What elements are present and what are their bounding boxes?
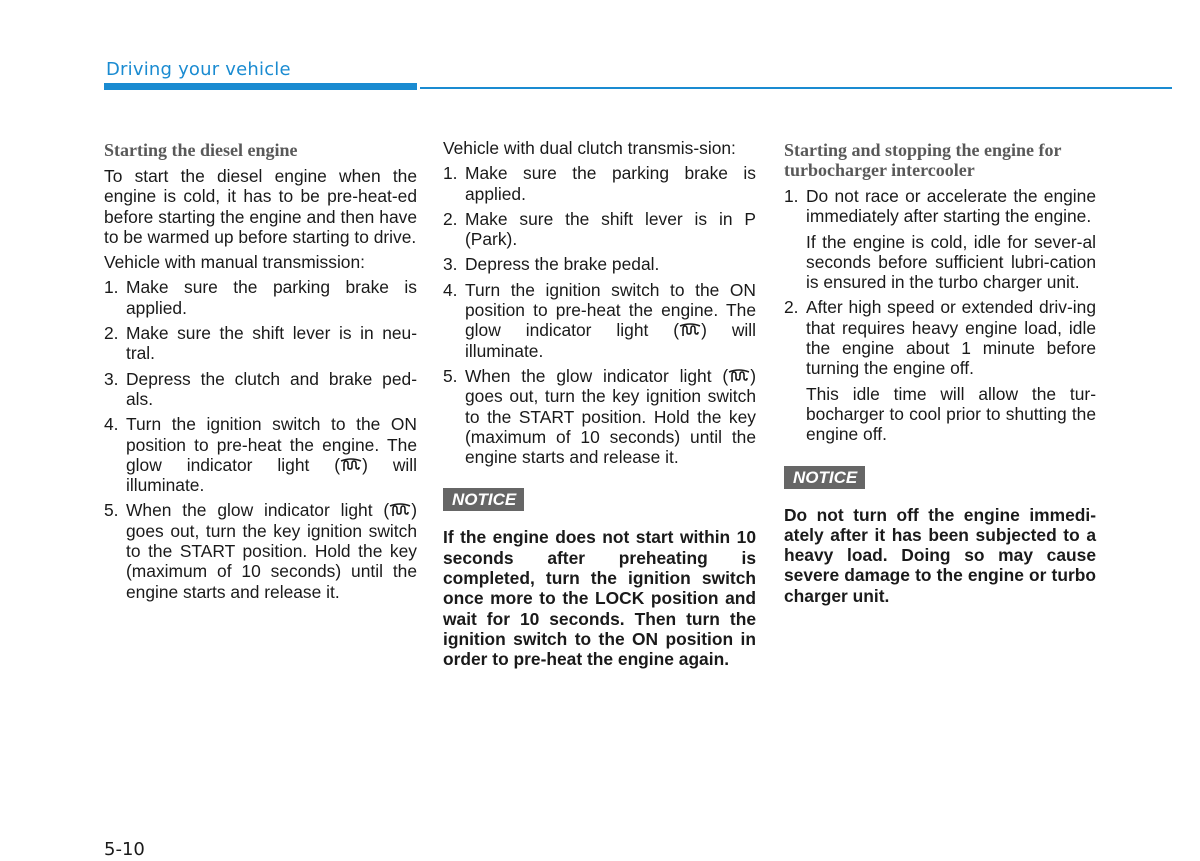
glow-plug-indicator-icon xyxy=(389,503,411,517)
item-text-cont: ) will illuminate. xyxy=(465,320,756,361)
item-number: 2. xyxy=(104,323,119,344)
item-number: 3. xyxy=(104,368,119,389)
item-number: 3. xyxy=(443,254,458,275)
list-item xyxy=(104,323,417,364)
glow-plug-indicator-icon xyxy=(728,369,750,383)
item-number: 5. xyxy=(104,500,119,521)
column-3 xyxy=(784,138,1096,606)
item-number: 2. xyxy=(784,297,799,318)
list-item xyxy=(784,297,1096,378)
item-number: 2. xyxy=(443,208,458,229)
list-item xyxy=(443,280,756,361)
notice-badge: NOTICE xyxy=(443,488,524,511)
page-number: 5-10 xyxy=(104,839,145,860)
item-text: When the glow indicator light ( xyxy=(465,365,729,386)
glow-plug-indicator-icon xyxy=(340,458,362,472)
item-text: Depress the clutch and brake ped-als. xyxy=(126,368,417,409)
list-item xyxy=(443,254,756,274)
item-text: Turn the ignition switch to the ON position to pre-heat the engine. The glow indicator light ( xyxy=(465,279,756,341)
item-text: When the glow indicator light ( xyxy=(126,500,390,521)
list-item xyxy=(104,500,417,601)
section-title: Driving your vehicle xyxy=(106,59,291,80)
item-text: Make sure the shift lever is in neu-tral. xyxy=(126,323,417,364)
item-text: Depress the brake pedal. xyxy=(465,254,660,275)
list-item-note: This idle time will allow the tur-bocharger to cool prior to shutting the engine off. xyxy=(806,383,1096,445)
list-item xyxy=(443,366,756,467)
item-number: 1. xyxy=(443,163,458,184)
manual-transmission-label: Vehicle with manual transmission: xyxy=(104,252,365,273)
item-text: Make sure the parking brake is applied. xyxy=(126,277,417,318)
item-number: 5. xyxy=(443,365,458,386)
list-item xyxy=(443,163,756,204)
item-number: 4. xyxy=(104,414,119,435)
list-item xyxy=(104,369,417,410)
notice-text: Do not turn off the engine immedi-ately after it has been subjected to a heavy load. Doing so may cause severe damage to the engine or turbo charger unit. xyxy=(784,504,1096,606)
item-text: Turn the ignition switch to the ON position to pre-heat the engine. The glow indicator light ( xyxy=(126,414,417,475)
list-item xyxy=(104,277,417,318)
item-text: Make sure the shift lever is in P (Park). xyxy=(465,208,756,250)
dct-label: Vehicle with dual clutch transmis-sion: xyxy=(443,138,736,158)
list-item xyxy=(104,414,417,495)
heading-turbocharger: Starting and stopping the engine for turbocharger intercooler xyxy=(784,140,1062,180)
item-text-cont: ) will illuminate. xyxy=(126,454,417,496)
list-item xyxy=(443,209,756,250)
list-item-note: If the engine is cold, idle for sever-al seconds before sufficient lubri-cation is ensured in the turbo charger unit. xyxy=(806,231,1096,293)
item-text: After high speed or extended driv-ing that requires heavy engine load, idle the engine about 1 minute before turning the engine off. xyxy=(806,297,1096,379)
item-text: Make sure the parking brake is applied. xyxy=(465,163,756,204)
item-text-cont: ) goes out, turn the key ignition switch to the START position. Hold the key (maximum of 10 seconds) until the engine starts and release it. xyxy=(465,365,756,468)
notice-badge: NOTICE xyxy=(784,466,865,489)
heading-diesel-engine: Starting the diesel engine xyxy=(104,140,298,160)
intro-paragraph: To start the diesel engine when the engine is cold, it has to be pre-heat-ed before starting the engine and then have to be warmed up before starting to drive. xyxy=(104,166,417,247)
glow-plug-indicator-icon xyxy=(679,323,701,337)
header-rule xyxy=(420,87,1172,89)
item-text-cont: ) goes out, turn the key ignition switch to the START position. Hold the key (maximum of 10 seconds) until the engine starts and release it. xyxy=(126,500,417,602)
item-number: 1. xyxy=(104,277,119,298)
item-number: 1. xyxy=(784,186,799,206)
notice-text: If the engine does not start within 10 seconds after preheating is completed, turn the ignition switch once more to the LOCK position and wait for 10 seconds. Then turn the ignition switch to the ON position in order to pre-heat the engine again. xyxy=(443,527,756,670)
list-item xyxy=(784,186,1096,227)
column-1 xyxy=(104,138,417,607)
item-text: Do not race or accelerate the engine immediately after starting the engine. xyxy=(806,186,1096,227)
column-2 xyxy=(443,138,756,670)
header-accent-bar xyxy=(104,83,417,90)
item-number: 4. xyxy=(443,279,458,300)
